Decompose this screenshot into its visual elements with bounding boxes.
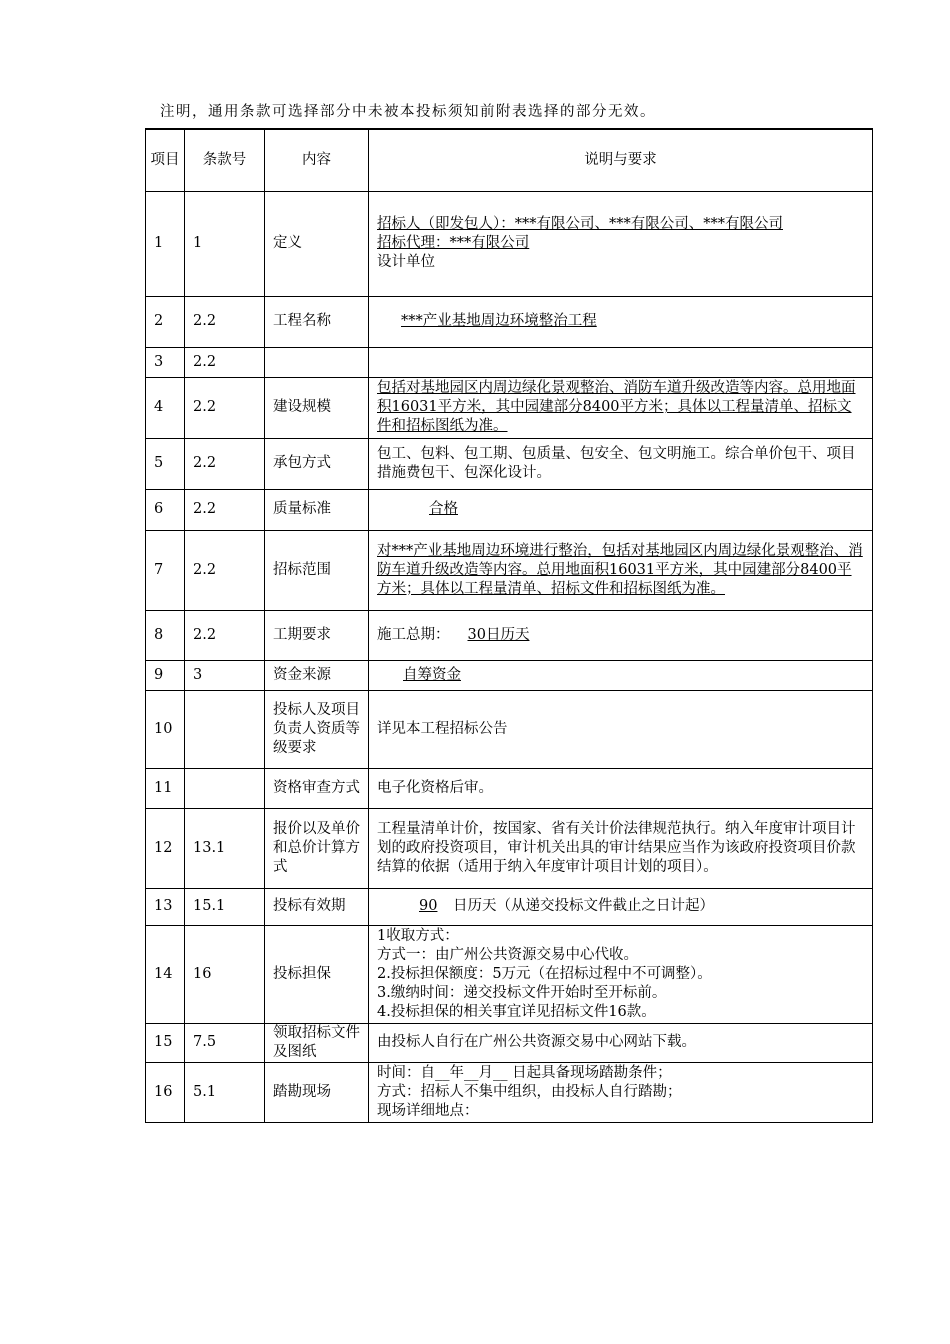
row-description: [369, 660, 873, 690]
row-number: 10: [146, 690, 185, 768]
row-item: 资金来源: [265, 660, 369, 690]
header-clause: 条款号: [185, 129, 265, 191]
table-row: [146, 1023, 873, 1062]
site-visit-location: 现场详细地点：: [377, 1102, 479, 1119]
row-clause: 7.5: [185, 1023, 265, 1062]
row-item: 资格审查方式: [265, 768, 369, 808]
row-number: 4: [146, 377, 185, 438]
row-clause: 2.2: [185, 377, 265, 438]
table-row: [146, 489, 873, 530]
table-row: [146, 1062, 873, 1122]
row-description: [369, 610, 873, 660]
row-clause: 1: [185, 191, 265, 296]
row-description: [369, 489, 873, 530]
row-number: 11: [146, 768, 185, 808]
row-number: 13: [146, 888, 185, 925]
row-description: [369, 925, 873, 1023]
row-item: 踏勘现场: [265, 1062, 369, 1122]
site-visit-method: 方式：招标人不集中组织，由投标人自行踏勘；: [377, 1083, 682, 1100]
project-name: ***产业基地周边环境整治工程: [401, 313, 597, 329]
row-description: [369, 347, 873, 377]
guarantee-line: 1收取方式：: [377, 927, 459, 944]
duration-label: 施工总期：: [377, 626, 450, 643]
row-item: 工程名称: [265, 296, 369, 347]
row-number: 8: [146, 610, 185, 660]
row-item: 领取招标文件及图纸: [265, 1023, 369, 1062]
row-description: [369, 888, 873, 925]
tenderer-line: 招标人（即发包人）：***有限公司、***有限公司、***有限公司: [377, 216, 783, 232]
row-item: 报价以及单价和总价计算方式: [265, 808, 369, 888]
header-content: 内容: [265, 129, 369, 191]
row-number: 2: [146, 296, 185, 347]
validity-text: 日历天（从递交投标文件截止之日计起）: [453, 898, 714, 914]
row-clause: 5.1: [185, 1062, 265, 1122]
fund-source: 自筹资金: [403, 666, 461, 683]
row-clause: 16: [185, 925, 265, 1023]
row-description: 包工、包料、包工期、包质量、包安全、包文明施工。综合单价包干、项目措施费包干、包深化设计。: [369, 438, 873, 489]
row-clause: 2.2: [185, 530, 265, 610]
row-clause: 13.1: [185, 808, 265, 888]
table-row: [146, 690, 873, 768]
row-item: 建设规模: [265, 377, 369, 438]
guarantee-line: 2.投标担保额度：5万元（在招标过程中不可调整）。: [377, 965, 712, 982]
row-description: 详见本工程招标公告: [369, 690, 873, 768]
row-number: 15: [146, 1023, 185, 1062]
table-row: [146, 768, 873, 808]
agent-line: 招标代理：***有限公司: [377, 235, 530, 251]
row-number: 16: [146, 1062, 185, 1122]
site-visit-time: 时间：自__年__月__ 日起具备现场踏勘条件；: [377, 1064, 672, 1081]
row-item: 招标范围: [265, 530, 369, 610]
row-description: 对***产业基地周边环境进行整治，包括对基地园区内周边绿化景观整治、消防车道升级改造等内容。总用地面积16031平方米，其中园建部分8400平方米；具体以工程量清单、招标文件和招标图纸为准。: [369, 530, 873, 610]
guarantee-line: 方式一：由广州公共资源交易中心代收。: [377, 946, 638, 963]
table-row: [146, 660, 873, 690]
row-number: 3: [146, 347, 185, 377]
table-row: [146, 347, 873, 377]
row-item: 投标担保: [265, 925, 369, 1023]
validity-days: 90: [419, 898, 438, 914]
table-row: [146, 888, 873, 925]
row-item: 投标人及项目负责人资质等级要求: [265, 690, 369, 768]
row-clause: 2.2: [185, 489, 265, 530]
designer-line: 设计单位: [377, 254, 435, 270]
row-description: 包括对基地园区内周边绿化景观整治、消防车道升级改造等内容。总用地面积16031平方米，其中园建部分8400平方米；具体以工程量清单、招标文件和招标图纸为准。: [369, 377, 873, 438]
table-row: [146, 377, 873, 438]
row-number: 14: [146, 925, 185, 1023]
row-number: 5: [146, 438, 185, 489]
table-row: [146, 296, 873, 347]
row-clause: 15.1: [185, 888, 265, 925]
duration-value: 30日历天: [467, 626, 530, 643]
header-item-no: 项目: [146, 129, 185, 191]
row-description: 工程量清单计价，按国家、省有关计价法律规范执行。纳入年度审计项目计划的政府投资项目，审计机关出具的审计结果应当作为该政府投资项目价款结算的依据（适用于纳入年度审计项目计划的项目）。: [369, 808, 873, 888]
row-item: 投标有效期: [265, 888, 369, 925]
table-row: [146, 925, 873, 1023]
row-item: 承包方式: [265, 438, 369, 489]
row-clause: 3: [185, 660, 265, 690]
row-item: 质量标准: [265, 489, 369, 530]
row-description: [369, 191, 873, 296]
guarantee-line: 4.投标担保的相关事宜详见招标文件16款。: [377, 1003, 656, 1020]
table-row: [146, 808, 873, 888]
table-note: 注明，通用条款可选择部分中未被本投标须知前附表选择的部分无效。: [160, 104, 656, 120]
row-clause: 2.2: [185, 610, 265, 660]
row-number: 9: [146, 660, 185, 690]
row-item: 定义: [265, 191, 369, 296]
table-row: [146, 610, 873, 660]
table-row: [146, 530, 873, 610]
row-number: 7: [146, 530, 185, 610]
quality-standard: 合格: [429, 501, 458, 517]
row-item: [265, 347, 369, 377]
row-description: [369, 296, 873, 347]
table-row: [146, 438, 873, 489]
header-description: 说明与要求: [369, 129, 873, 191]
row-clause: 2.2: [185, 347, 265, 377]
tender-info-table: [145, 128, 873, 1123]
guarantee-line: 3.缴纳时间：递交投标文件开始时至开标前。: [377, 984, 667, 1001]
row-description: 由投标人自行在广州公共资源交易中心网站下载。: [369, 1023, 873, 1062]
table-header-row: [146, 129, 873, 191]
row-clause: 2.2: [185, 296, 265, 347]
row-description: 电子化资格后审。: [369, 768, 873, 808]
table-row: [146, 191, 873, 296]
row-clause: [185, 690, 265, 768]
row-clause: 2.2: [185, 438, 265, 489]
row-number: 1: [146, 191, 185, 296]
row-number: 12: [146, 808, 185, 888]
row-item: 工期要求: [265, 610, 369, 660]
row-number: 6: [146, 489, 185, 530]
row-clause: [185, 768, 265, 808]
row-description: [369, 1062, 873, 1122]
